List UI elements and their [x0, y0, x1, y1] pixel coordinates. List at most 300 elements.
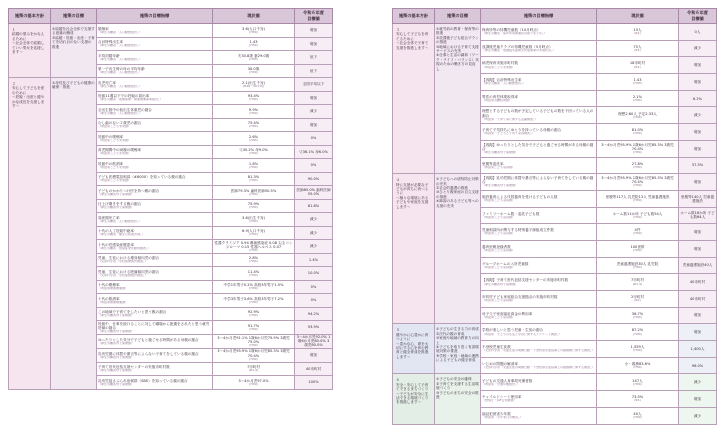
current-value-cell	[213, 105, 295, 119]
indicator-source: （厚生労働省母子保健課）	[98, 329, 135, 333]
current-value-cell	[213, 240, 295, 254]
indicator-cell	[481, 57, 597, 74]
indicator-cell	[97, 321, 213, 335]
left-page	[8, 8, 332, 428]
current-value-cell	[213, 253, 295, 267]
target-value-cell: 減少	[679, 107, 717, 124]
indicator-source: （県由来こども家庭課）	[482, 315, 516, 319]
indicator-source: （県由来こども家庭課）	[482, 299, 516, 303]
current-value: 父45.2% 母9.0%	[239, 148, 268, 152]
indicator-source: （文部科学省「学校保健統計調査」）	[98, 273, 148, 277]
current-value-year: (H30)	[633, 315, 642, 319]
indicator-source: （県由来「子どもと子育て家庭調査」）	[482, 132, 535, 136]
current-value: 夫30.8歳 妻29.0歳	[237, 53, 270, 58]
measure-text: ①子どもへの虐待防止対策の充実 ②社会的養護の推進 ③ひとり親家庭の自立支援の推進 ④障害のある子ども等への支援の充実	[436, 177, 479, 208]
indicator-source: （厚生労働省「衛生行政報告例」）	[98, 233, 145, 237]
current-value-year: (H30)	[633, 151, 642, 155]
current-value: 75人	[633, 44, 642, 49]
header-indicator: 施策の目標指標	[481, 9, 597, 24]
indicator-cell	[481, 174, 597, 191]
indicator-name: 児童、生徒における痩身傾向児の割合	[98, 256, 160, 261]
indicator-cell	[97, 253, 213, 267]
indicator-cell	[97, 64, 213, 78]
current-value-cell	[597, 291, 679, 308]
measure-cell	[435, 24, 481, 174]
current-value: 医師79.3% 歯科医師50.5%	[230, 188, 277, 193]
current-value: 2市町村	[630, 295, 645, 300]
indicator-source: （厚生労働省母子保健課）	[98, 192, 135, 196]
indicator-cell	[481, 291, 597, 308]
current-value: 性器クラミジア 0.94 淋菌感染症 0.08 尖圭コンジローマ 0.15 性器ヘルペス 0.07	[214, 240, 293, 249]
basic-policy-text: ３ 安心して子どもを育てるために ～社会全体で子育て支援を推進します～	[396, 28, 429, 50]
current-value-year: (H30)	[633, 349, 642, 353]
indicator-cell	[481, 90, 597, 107]
target-value-cell: 減少	[295, 240, 333, 254]
indicator-name: 十代の喫煙率	[98, 283, 120, 288]
indicator-cell	[97, 172, 213, 186]
indicator-name: 母子父子家庭福祉資金の利用率	[482, 311, 533, 316]
indicator-name: 【再掲】ゆったりとした気分で子どもと過ごせる時間がある母親の割合	[482, 142, 594, 151]
target-value-cell: 40市町村	[679, 274, 717, 291]
target-value-cell: 0%	[295, 132, 333, 146]
indicator-name: 合計特殊出生率	[98, 40, 124, 44]
indicator-name: 里親等委託率	[482, 161, 504, 166]
indicator-source: （厚生労働省「人口動態統計」）	[98, 71, 142, 75]
measure-cell	[435, 374, 481, 424]
current-value: 3.6(出生千対)	[242, 215, 265, 220]
target-value-cell: 増加	[295, 118, 333, 132]
indicator-source: （県由来健康増進課）	[98, 300, 129, 304]
indicator-source: （県由来こども未来課）	[98, 165, 132, 169]
table-row	[9, 24, 333, 38]
indicator-cell	[481, 257, 597, 274]
measure-text: ①子どもの安全の確保 ②子育てを支援する生活環境づくり ③子どものまちの安全の推進	[436, 377, 479, 400]
indicator-source: （県由来こども未来課）	[98, 152, 132, 156]
measure-cell	[51, 24, 97, 78]
table-row	[393, 24, 717, 41]
indicator-source: （厚生労働省母子保健課）	[98, 382, 135, 386]
indicator-cell	[97, 145, 213, 159]
current-value-cell	[213, 226, 295, 240]
current-value: 27.8%	[631, 161, 644, 166]
indicator-cell	[481, 324, 597, 341]
current-value-cell	[597, 174, 679, 191]
target-value-cell: 増加	[679, 391, 717, 408]
indicator-cell	[481, 24, 597, 41]
current-value-cell	[213, 172, 295, 186]
indicator-name: 周産期死亡率	[98, 215, 120, 220]
indicator-name: 乳幼児揺さぶられ症候群（SBS）を知っている親の割合	[98, 378, 188, 383]
indicator-name: 全出生数中の低出生体重児の割合	[98, 107, 152, 112]
current-value: 4件	[634, 228, 641, 233]
current-value: 93.4%	[247, 94, 260, 98]
current-value-year: (H30)	[633, 416, 642, 419]
indicator-cell	[97, 91, 213, 105]
current-value-year: (H30)	[633, 232, 642, 236]
current-value-cell	[597, 90, 679, 107]
indicator-cell	[97, 37, 213, 51]
current-value-year: (H30)	[249, 248, 258, 252]
current-value-year: (H30)	[633, 365, 642, 369]
indicator-name: 【再掲】乳幼児期に体罰や暴言等によらない子育てをしている親の割合	[482, 176, 594, 185]
indicator-cell	[97, 307, 213, 321]
indicator-name: 妊娠中の喫煙率	[98, 134, 124, 139]
measure-text: ①結婚を社会全体で支援する意識の醸成 ②結婚・妊娠・出産・子育てを切れ目のない支援の推進	[52, 27, 95, 49]
target-value-cell: 増加	[295, 24, 333, 38]
target-value-cell: 増加	[679, 174, 717, 191]
indicator-name: 保育所等の待機児童数（10月時点）	[482, 28, 541, 33]
table-header-row	[393, 9, 717, 24]
indicator-cell	[97, 51, 213, 65]
indicator-name: 仕上げ磨きをする親の割合	[98, 202, 142, 206]
current-value: 2.8%	[248, 256, 259, 261]
current-value: 理想2.60人 予定2.33人	[618, 111, 657, 116]
current-value-year: (H30)	[249, 71, 258, 75]
basic-policy-text: ５ 健やかに心豊かに育つように ～豊かな心、命を大切にする心を育む教育と健全育成を推進します～	[396, 328, 429, 359]
indicator-cell	[97, 362, 213, 376]
current-value-cell	[597, 391, 679, 408]
current-value-year: (H30)	[249, 314, 258, 318]
indicator-cell	[481, 74, 597, 91]
target-value-cell: 減少	[295, 213, 333, 227]
indicator-cell	[97, 132, 213, 146]
indicator-source: （厚生労働省母子保健課）	[482, 282, 519, 286]
target-value-cell: 81.8%	[295, 199, 333, 213]
indicator-source: （県由来こども家庭課）	[482, 265, 516, 269]
current-value-cell	[597, 190, 679, 207]
current-value-cell	[213, 118, 295, 132]
current-value: 3～4か月児95.9% 1歳6か月児85.3% 3歳児70.4%	[217, 349, 290, 358]
indicator-cell	[97, 334, 213, 348]
header-measure: 施策の目標	[51, 9, 97, 24]
indicator-cell	[97, 213, 213, 227]
indicator-cell	[97, 78, 213, 92]
indicator-source: （厚生労働省「人口動態統計」）	[98, 57, 142, 61]
indicator-name: 放課後児童クラブの待機児童数（5月時点）	[482, 44, 553, 49]
current-value-cell	[213, 24, 295, 38]
current-value: 1,559人	[630, 345, 645, 350]
current-value: ホーム数11か所 子ども数54人	[612, 211, 663, 216]
target-value-cell: 増加	[679, 224, 717, 241]
target-value-cell: 増加	[295, 348, 333, 362]
target-value-cell: 40市町村	[679, 291, 717, 308]
basic-policy-text: ６ 安全・安心して子育てできるまちづくり ～子どもが安全に生活できる環境づくりを推進します～	[396, 378, 429, 405]
measure-text: ①就労前の教育・保育等の推進 ②放課後子ども総合プランの推進 ③地域における子育て支援サービスの充実 ④仕事と生活の調和（ワーク・ライフ・バランス）実現のための働き方の見直し	[436, 27, 479, 71]
indicator-source: （文部科学省「児童生徒の問題行動・不登校等生徒指導上の諸課題に関する調査」）	[482, 349, 595, 353]
indicator-source: （厚生労働省「地域保健・健康増進事業報告」）	[98, 98, 163, 102]
target-value-cell: 増加	[679, 307, 717, 324]
indicator-source: （厚生労働省母子保健課）	[98, 206, 135, 210]
indicator-source: （県由来こども家庭課）	[482, 165, 516, 169]
current-value-year: (H30)	[249, 179, 258, 183]
target-value-cell: 93.9%	[295, 321, 333, 335]
target-value-cell: 減少	[679, 407, 717, 424]
indicator-cell	[481, 341, 597, 358]
current-value-cell	[597, 124, 679, 141]
indicator-name: 【再掲】子育て世代包括支援センターの実施市町村数	[482, 278, 569, 283]
target-value-cell: 0人	[679, 24, 717, 41]
indicator-source: （文部科学省「学校保健統計調査」）	[98, 260, 148, 264]
indicator-cell	[97, 24, 213, 38]
target-value-cell: 低下	[295, 51, 333, 65]
current-value-year: (H30)	[633, 132, 642, 136]
current-value-cell	[597, 274, 679, 291]
header-basic: 施策の基本方針	[9, 9, 51, 24]
indicator-cell	[481, 357, 597, 374]
indicator-cell	[97, 186, 213, 200]
indicator-name: 養育里親登録者数	[482, 245, 511, 250]
target-value-cell: ホーム数18か所 子ども数64人	[679, 207, 717, 224]
indicator-source: （厚生労働省「感染症発生動向調査」）	[98, 246, 151, 250]
measure-cell	[435, 324, 481, 374]
indicator-cell	[481, 407, 597, 424]
indicator-name: 第一子出生時の母の平均年齢	[98, 67, 145, 71]
current-value-cell	[213, 362, 295, 376]
current-value-cell	[213, 186, 295, 200]
current-value-year: (H30)	[249, 57, 258, 61]
current-value-year: (R1)	[634, 399, 641, 403]
basic-policy-cell	[393, 24, 435, 174]
current-value: 92.9%	[247, 310, 260, 315]
current-value: 1.8%	[248, 161, 259, 166]
current-value: 里親等117人 乳児院13人 児童養護施設	[605, 194, 670, 199]
current-value-cell	[213, 334, 295, 348]
current-value-year: (H30)	[633, 199, 642, 203]
current-value: 9.9%	[248, 107, 259, 112]
current-value-cell	[213, 376, 295, 390]
indicator-name: 育児期間中の両親の喫煙率	[98, 148, 142, 152]
current-value-cell	[597, 157, 679, 174]
current-value-cell	[213, 91, 295, 105]
indicator-cell	[97, 199, 213, 213]
current-value-cell	[213, 294, 295, 308]
current-value-cell	[597, 107, 679, 124]
indicator-name: 乳幼児期に体罰や暴言等によらない子育てをしている親の割合	[98, 351, 199, 356]
header-value: 現状値	[213, 9, 295, 24]
indicator-name: 児童相談所が関与する特別養子縁組成立件数	[482, 228, 554, 233]
current-value-cell	[213, 159, 295, 173]
table-row	[9, 78, 333, 92]
current-value-year: (H30)	[249, 382, 258, 386]
target-value-cell: 90.0%	[295, 172, 333, 186]
indicator-name: 病児保育実施市町村数	[482, 61, 518, 66]
current-value-year: (H30)	[249, 30, 258, 34]
indicator-name: 児童、生徒における肥満傾向児の割合	[98, 269, 160, 274]
target-value-cell: 0%	[295, 280, 333, 294]
current-value-cell	[213, 145, 295, 159]
current-value: 91.7%	[247, 323, 260, 328]
indicator-source: （厚生労働省母子保健課）	[98, 341, 135, 345]
indicator-name: 不登校児童生徒数	[482, 345, 511, 350]
header-basic: 施策の基本方針	[393, 9, 435, 24]
indicator-cell	[97, 118, 213, 132]
indicator-source: （県由来健康増進課）	[98, 287, 129, 291]
indicator-name: ファミリーホーム数・委託子ども数	[482, 211, 540, 216]
basic-policy-cell	[393, 174, 435, 324]
current-value-year: (H30)	[249, 44, 258, 48]
target-value-cell: 低下	[295, 64, 333, 78]
indicator-name: 男性の育児休業取得率	[482, 94, 518, 99]
current-value-year: (H30)	[249, 219, 258, 223]
current-value-cell	[597, 24, 679, 41]
indicator-source: （県由来こども家庭課）	[482, 199, 516, 203]
current-value: 100世帯	[630, 245, 645, 250]
current-value-year: (H30)	[249, 125, 258, 129]
basic-policy-text: １ 結婚の望みをかなえるために ～社会全体で結婚していい男女を応援します～	[12, 28, 45, 55]
current-value: 147人	[632, 378, 643, 383]
table-row	[393, 374, 717, 391]
indicator-source: （厚生労働省「人口動態統計」）	[98, 44, 142, 48]
current-value: 7市町村	[246, 365, 261, 370]
target-value-cell: 増加	[679, 74, 717, 91]
indicator-cell	[481, 190, 597, 207]
indicator-name: 【再掲】合計特殊出生率	[482, 78, 522, 83]
current-value: 30.0歳	[247, 67, 260, 71]
current-value: 36.7%	[631, 311, 644, 316]
right-page	[392, 8, 716, 428]
indicator-name: 妊娠中の飲酒率	[98, 161, 124, 166]
target-value-cell: 父36.1% 母6.0%	[295, 145, 333, 159]
right-indicator-table	[392, 8, 717, 425]
current-value-year: (H30)	[249, 287, 258, 291]
current-value-year: (H30)	[633, 98, 642, 102]
indicator-source: （県由来「少年非行の概況」）	[482, 416, 523, 419]
indicator-source: （厚生労働省「人口動態統計」）	[98, 30, 142, 34]
current-value-cell	[213, 37, 295, 51]
indicator-cell	[97, 294, 213, 308]
target-value-cell: 10.0%	[295, 267, 333, 281]
indicator-name: 市町村子ども家庭総合支援拠点の実施市町村数	[482, 295, 558, 300]
indicator-name: 十代の飲酒率	[98, 296, 120, 301]
current-value-cell	[213, 280, 295, 294]
indicator-cell	[97, 267, 213, 281]
basic-policy-cell	[9, 78, 51, 390]
current-value: 75.4%	[247, 121, 260, 125]
target-value-cell: 1,400人	[679, 341, 717, 358]
current-value-cell	[213, 321, 295, 335]
current-value-cell	[597, 240, 679, 257]
indicator-source: （厚生労働省「保育所等関連状況取りまとめ」）	[482, 32, 547, 36]
current-value-year: (H30)	[249, 327, 258, 331]
indicator-source: （厚生労働省母子保健課）	[482, 184, 519, 188]
indicator-source: （厚生労働省母子保健課）	[98, 369, 135, 373]
indicator-cell	[481, 391, 597, 408]
indicator-cell	[97, 240, 213, 254]
target-value-cell: 増加	[679, 57, 717, 74]
indicator-source: （警察庁・JAF合同調査）	[482, 399, 517, 403]
indicator-name: 子育て世代包括支援センターの実施市町村数	[98, 365, 170, 370]
indicator-name: 福祉犯被害少年数	[482, 411, 511, 416]
indicator-source: （県由来こども家庭課）	[482, 215, 516, 219]
indicator-cell	[97, 105, 213, 119]
measure-text: ①子どもの生きる力の育成 ②次代の親の育成 ③家庭や地域の教育力の向上 ④子どもを取り巻く有害環境対策の推進 ⑤学校・家庭・地域の連携による子どもの健全育成	[436, 327, 479, 363]
indicator-cell	[481, 307, 597, 324]
current-value: 7市町村	[630, 278, 645, 283]
indicator-name: 平均初婚年齢	[98, 53, 120, 58]
target-value-cell: 減少	[679, 40, 717, 57]
target-value-cell: 医師85.0% 歯科医師55.0%	[295, 186, 333, 200]
current-value: 1.43	[633, 78, 642, 83]
current-value-cell	[597, 324, 679, 341]
current-value-cell	[597, 57, 679, 74]
current-value-cell	[213, 213, 295, 227]
current-value: 3～4か月児97.0%	[238, 378, 269, 383]
measure-cell	[51, 78, 97, 390]
target-value-cell: 減少	[295, 226, 333, 240]
target-value-cell: 増加	[295, 91, 333, 105]
indicator-cell	[481, 40, 597, 57]
current-value-year: (H30)	[633, 249, 642, 253]
indicator-source: （文部科学省「児童生徒の問題行動・不登校等生徒指導上の諸課題に関する調査」）	[482, 365, 595, 369]
current-value-cell	[213, 267, 295, 281]
current-value: 81.0%	[631, 128, 644, 133]
header-value: 現状値	[597, 9, 679, 24]
indicator-source: （県由来こども未来課）	[98, 179, 132, 183]
current-value-year: (H30)	[249, 357, 258, 361]
header-indicator: 施策の目標指標	[97, 9, 213, 24]
indicator-name: むし歯のない３歳児の割合	[98, 121, 142, 125]
target-value-cell: 94.2%	[295, 307, 333, 321]
indicator-name: グループホームの入所児童数	[482, 261, 529, 266]
indicator-cell	[481, 157, 597, 174]
current-value: 73.5%	[631, 395, 644, 400]
indicator-source: （厚生労働省母子保健課）	[482, 151, 519, 155]
current-value-year: (H26～30平均)	[242, 84, 265, 88]
current-value: 小・義務83.6%	[624, 361, 651, 366]
current-value: 中学3年男子3.6% 高校3年男子7.2%	[223, 296, 284, 301]
current-value-year: (H30)	[249, 152, 258, 156]
target-value-cell: 里親等140人 児童養護施設	[679, 190, 717, 207]
current-value-cell	[597, 40, 679, 57]
indicator-cell	[481, 140, 597, 157]
indicator-cell	[97, 348, 213, 362]
current-value-cell	[597, 374, 679, 391]
target-value-cell: 児童養護施設40人	[679, 257, 717, 274]
current-value: 40人	[633, 411, 642, 416]
header-target: 令和６年度 目標値	[679, 9, 717, 24]
basic-policy-cell	[393, 324, 435, 374]
indicator-name: 子ども医療電話相談（#8000）を知っている親の割合	[98, 175, 186, 179]
current-value-cell	[597, 74, 679, 91]
current-value-cell	[597, 407, 679, 424]
target-value-cell: 増加	[679, 324, 717, 341]
indicator-name: 妊娠11週以下での妊娠の届出率	[98, 94, 150, 98]
indicator-name: ゆったりとした気分で子どもと過ごせる時間がある母親の割合	[98, 337, 199, 342]
indicator-source: （厚生労働省「放課後児童健全育成事業の実施状況」）	[482, 48, 556, 52]
current-value-cell	[597, 257, 679, 274]
indicator-name: 十代の人工妊娠中絶率	[98, 229, 134, 233]
target-value-cell: 0%	[295, 294, 333, 308]
current-value: 児童養護施設30人 乳児院	[616, 261, 659, 266]
indicator-source: （県由来こども家庭課）	[482, 232, 516, 236]
indicator-source: （厚生労働省「人口動態統計」）	[98, 219, 142, 223]
indicator-source: （県由来こども未来課）	[98, 138, 132, 142]
current-value-year: (R1.4)	[248, 369, 259, 373]
current-value-year: (H30)	[249, 138, 258, 142]
current-value: 75.9%	[247, 202, 260, 206]
target-value-cell: 37.5%	[679, 157, 717, 174]
current-value-cell	[213, 199, 295, 213]
current-value-cell	[597, 140, 679, 157]
indicator-name: いじめの問題の解消率	[482, 361, 518, 366]
current-value: 中学1年男子0.2% 高校3年男子1.5%	[223, 283, 284, 288]
basic-policy-text: ４ 特に支援が必要な子どもが育ちに育つように ～様々な環境にある子どもや家庭を支援します～	[396, 178, 429, 209]
indicator-cell	[97, 280, 213, 294]
indicator-name: チャイルドシート使用率	[482, 395, 522, 400]
header-measure: 施策の目標	[435, 9, 481, 24]
indicator-name: 施設養育による代替養育を受ける子どもの人数	[482, 194, 558, 199]
current-value-year: (H30)	[249, 260, 258, 264]
